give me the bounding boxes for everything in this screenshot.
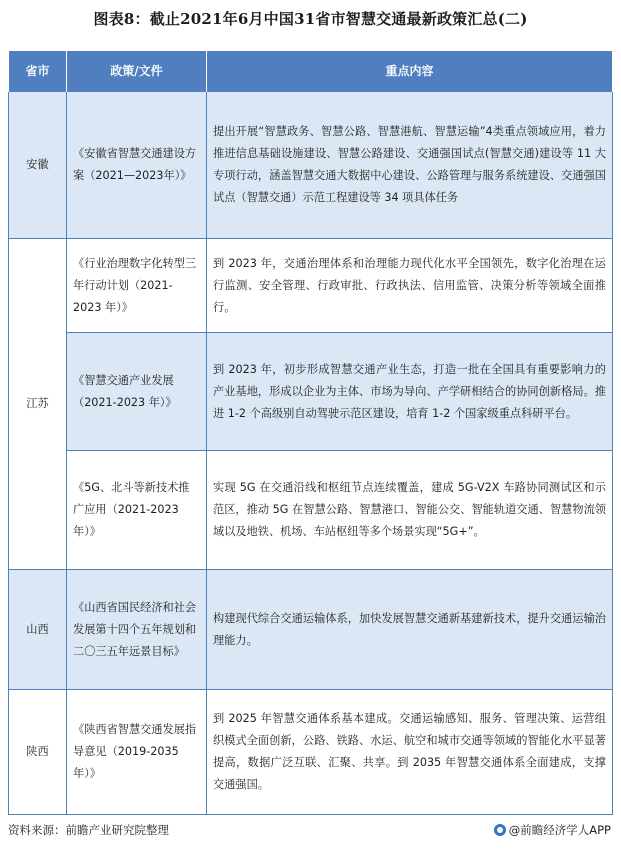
header-content: 重点内容 <box>207 51 613 92</box>
table-row <box>9 333 613 451</box>
brand-mark <box>494 822 611 838</box>
province-cell: 山西 <box>9 570 67 690</box>
province-cell: 陕西 <box>9 690 67 815</box>
header-document: 政策/文件 <box>67 51 207 92</box>
document-cell: 《行业治理数字化转型三年行动计划（2021-2023 年）》 <box>67 239 207 333</box>
source-note: 资料来源：前瞻产业研究院整理 <box>8 823 169 837</box>
policy-table <box>8 51 613 815</box>
content-cell: 构建现代综合交通运输体系，加快发展智慧交通新基建新技术，提升交通运输治理能力。 <box>207 570 613 690</box>
content-cell: 实现 5G 在交通沿线和枢纽节点连续覆盖，建成 5G-V2X 车路协同测试区和示范区，推动 5G 在智慧公路、智慧港口、智能公交、智能轨道交通、智慧物流领域以及地铁、机场、车站枢纽等多个场景实现“5G+”。 <box>207 451 613 570</box>
qianzhan-logo-icon <box>494 824 506 836</box>
document-cell: 《陕西省智慧交通发展指导意见（2019-2035 年）》 <box>67 690 207 815</box>
table-header-row <box>9 51 613 92</box>
content-cell: 到 2023 年，交通治理体系和治理能力现代化水平全国领先，数字化治理在运行监测、安全管理、行政审批、行政执法、信用监管、决策分析等领域全面推行。 <box>207 239 613 333</box>
document-cell: 《山西省国民经济和社会发展第十四个五年规划和二〇三五年远景目标》 <box>67 570 207 690</box>
content-cell: 到 2023 年，初步形成智慧交通产业生态，打造一批在全国具有重要影响力的产业基地，形成以企业为主体、市场为导向、产学研相结合的协同创新格局。推进 1-2 个高级别自动驾驶示范区建设，培育 1-2 个国家级重点科研平台。 <box>207 333 613 451</box>
chart-title: 图表8：截止2021年6月中国31省市智慧交通最新政策汇总(二) <box>93 10 528 28</box>
content-cell: 提出开展“智慧政务、智慧公路、智慧港航、智慧运输”4类重点领域应用，着力推进信息基础设施建设、智慧公路建设、交通强国试点(智慧交通)建设等 11 大专项行动，涵盖智慧交通大数据中心建设、公路管理与服务系统建设、交通强国试点（智慧交通）示范工程建设等 34 项具体任务 <box>207 92 613 239</box>
table-row <box>9 570 613 690</box>
table-row <box>9 239 613 333</box>
document-cell: 《安徽省智慧交通建设方案（2021—2023年）》 <box>67 92 207 239</box>
document-cell: 《5G、北斗等新技术推广应用（2021-2023 年）》 <box>67 451 207 570</box>
document-cell: 《智慧交通产业发展（2021-2023 年）》 <box>67 333 207 451</box>
content-cell: 到 2025 年智慧交通体系基本建成。交通运输感知、服务、管理决策、运营组织模式全面创新，公路、铁路、水运、航空和城市交通等领域的智能化水平显著提高，数据广泛互联、汇聚、共享。到 2035 年智慧交通体系全面建成，支撑交通强国。 <box>207 690 613 815</box>
brand-label: @前瞻经济学人APP <box>508 823 611 837</box>
table-row <box>9 92 613 239</box>
table-row <box>9 690 613 815</box>
province-cell: 江苏 <box>9 239 67 570</box>
header-province: 省市 <box>9 51 67 92</box>
table-row <box>9 451 613 570</box>
province-cell: 安徽 <box>9 92 67 239</box>
